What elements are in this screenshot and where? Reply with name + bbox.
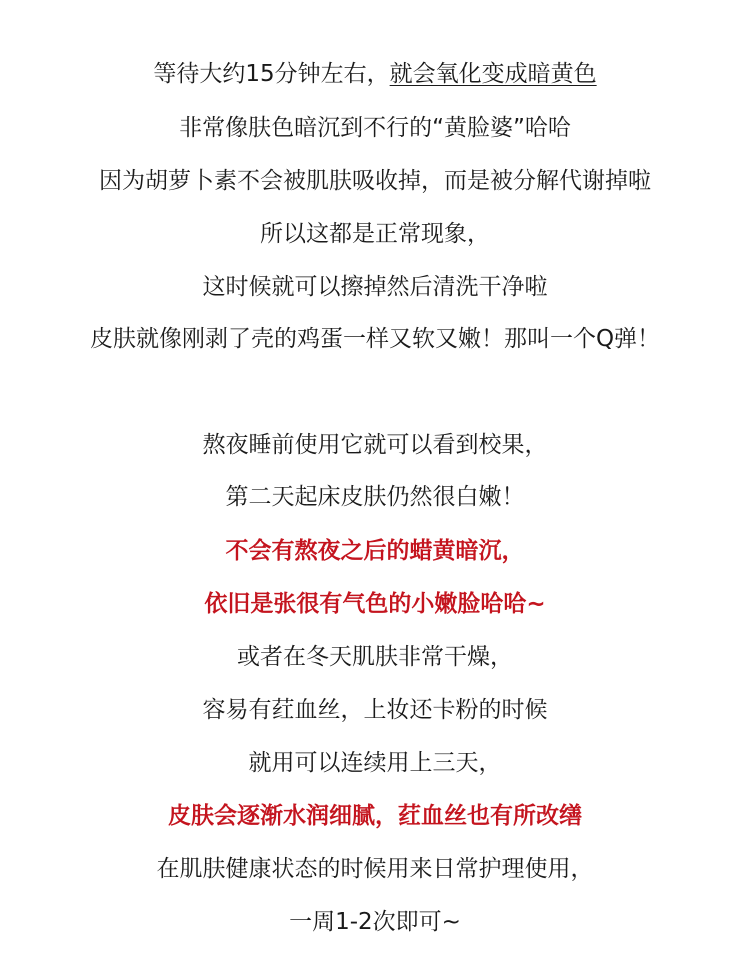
text-line-red-veins: 容易有荭血丝，上妆还卡粉的时候 <box>202 697 548 723</box>
text-line-night-use: 熬夜睡前使用它就可以看到校果， <box>202 432 548 458</box>
highlight-line-glowing-face: 依旧是张很有气色的小嫩脸哈哈~ <box>204 591 546 617</box>
text-line-next-morning: 第二天起床皮肤仍然很白嫩！ <box>225 484 525 510</box>
highlight-line-no-dullness: 不会有熬夜之后的蜡黄暗沉， <box>225 538 525 564</box>
text-line-three-days: 就用可以连续用上三天， <box>248 750 502 776</box>
text-line-waiting <box>0 59 750 89</box>
text-segment-waiting-time: 等待大约15分钟左右， <box>153 61 390 87</box>
text-line-carotene: 因为胡萝卜素不会被肌肤吸收掉，而是被分解代谢掉啦 <box>99 168 651 194</box>
text-line-yellow-face: 非常像肤色暗沉到不行的“黄脸婆”哈哈 <box>179 115 571 141</box>
text-line-wipe-off: 这时候就可以擦掉然后清洗干净啦 <box>202 274 548 300</box>
highlight-line-improvement: 皮肤会逐渐水润细腻，荭血丝也有所改缮 <box>168 803 582 829</box>
text-line-soft-skin: 皮肤就像刚剥了壳的鸡蛋一样又软又嫩！那叫一个Q弹！ <box>89 326 661 352</box>
text-line-normal-phenomenon: 所以这都是正常现象， <box>260 221 490 247</box>
text-line-daily-care: 在肌肤健康状态的时候用来日常护理使用， <box>156 856 594 882</box>
text-line-dry-winter: 或者在冬天肌肤非常干燥， <box>237 644 513 670</box>
text-line-weekly-frequency: 一周1-2次即可~ <box>289 909 461 935</box>
text-segment-oxidize-underlined: 就会氧化变成暗黄色 <box>389 61 597 87</box>
